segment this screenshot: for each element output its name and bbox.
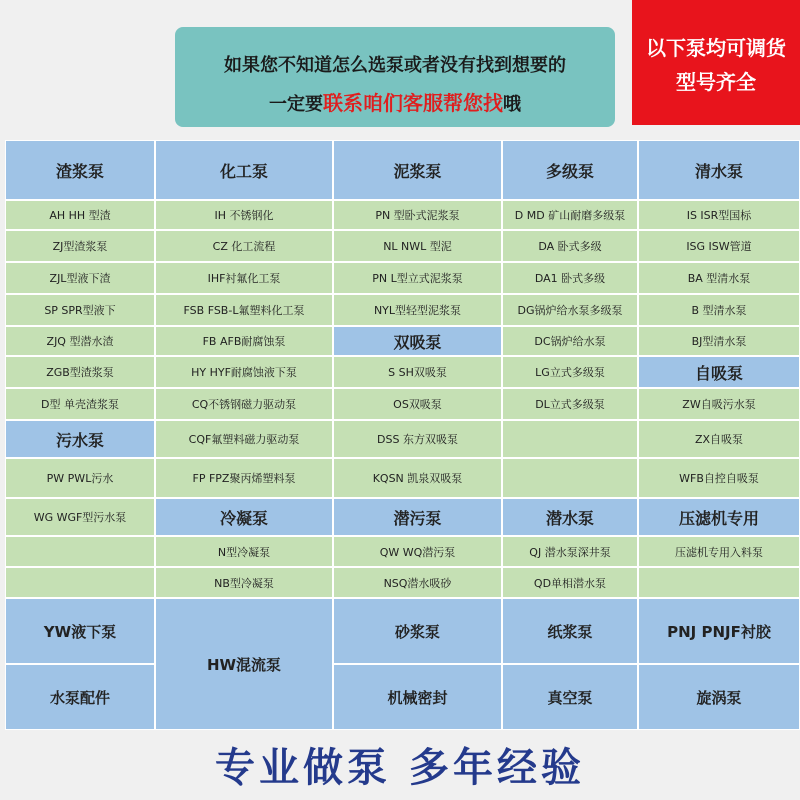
list-item: ISG ISW管道: [638, 230, 800, 262]
empty-cell: [638, 567, 800, 598]
category-hw-pump: HW混流泵: [155, 598, 333, 730]
list-item: PN 型卧式泥浆泵: [333, 200, 502, 230]
list-item: DSS 东方双吸泵: [333, 420, 502, 458]
list-item: ZGB型渣浆泵: [5, 356, 155, 388]
list-item: FSB FSB-L氟塑料化工泵: [155, 294, 333, 326]
banner-line-1: 如果您不知道怎么选泵或者没有找到想要的: [224, 55, 566, 76]
empty-cell: [502, 420, 638, 458]
header-area: [0, 0, 800, 140]
list-item: QD单相潜水泵: [502, 567, 638, 598]
header-chemical-pump: 化工泵: [155, 140, 333, 200]
list-item: DL立式多级泵: [502, 388, 638, 420]
list-item: FB AFB耐腐蚀泵: [155, 326, 333, 356]
list-item: NSQ潜水吸砂: [333, 567, 502, 598]
list-item: NL NWL 型泥: [333, 230, 502, 262]
list-item: CQF氟塑料磁力驱动泵: [155, 420, 333, 458]
header-filter-press-pump: 压滤机专用: [638, 498, 800, 536]
list-item: 压滤机专用入料泵: [638, 536, 800, 567]
list-item: ZJ型渣浆泵: [5, 230, 155, 262]
list-item: DA1 卧式多级: [502, 262, 638, 294]
list-item: HY HYF耐腐蚀液下泵: [155, 356, 333, 388]
list-item: N型冷凝泵: [155, 536, 333, 567]
pump-catalog-table: [5, 140, 800, 730]
contact-banner: [175, 27, 615, 127]
empty-cell: [502, 458, 638, 498]
header-submersible-sewage-pump: 潜污泵: [333, 498, 502, 536]
list-item: ZX自吸泵: [638, 420, 800, 458]
list-item: B 型清水泵: [638, 294, 800, 326]
badge-line-1: 以下泵均可调货: [646, 36, 786, 60]
list-item: WG WGF型污水泵: [5, 498, 155, 536]
list-item: BJ型清水泵: [638, 326, 800, 356]
category-yw-pump: YW液下泵: [5, 598, 155, 664]
list-item: CZ 化工流程: [155, 230, 333, 262]
footer-slogan: 专业做泵 多年经验: [215, 745, 585, 791]
category-pnj-pump: PNJ PNJF衬胶: [638, 598, 800, 664]
category-pump-parts: 水泵配件: [5, 664, 155, 730]
header-mud-pump: 泥浆泵: [333, 140, 502, 200]
list-item: D型 单壳渣浆泵: [5, 388, 155, 420]
header-slurry-pump: 渣浆泵: [5, 140, 155, 200]
list-item: CQ不锈钢磁力驱动泵: [155, 388, 333, 420]
header-condensate-pump: 冷凝泵: [155, 498, 333, 536]
list-item: NB型冷凝泵: [155, 567, 333, 598]
category-mechanical-seal: 机械密封: [333, 664, 502, 730]
list-item: PW PWL污水: [5, 458, 155, 498]
header-submersible-pump: 潜水泵: [502, 498, 638, 536]
header-self-priming-pump: 自吸泵: [638, 356, 800, 388]
list-item: ZJL型液下渣: [5, 262, 155, 294]
list-item: IS ISR型国标: [638, 200, 800, 230]
header-multistage-pump: 多级泵: [502, 140, 638, 200]
list-item: FP FPZ聚丙烯塑料泵: [155, 458, 333, 498]
footer: [0, 730, 800, 800]
list-item: QJ 潜水泵深井泵: [502, 536, 638, 567]
list-item: QW WQ潜污泵: [333, 536, 502, 567]
list-item: S SH双吸泵: [333, 356, 502, 388]
header-clean-water-pump: 清水泵: [638, 140, 800, 200]
list-item: AH HH 型渣: [5, 200, 155, 230]
banner-highlight: 联系咱们客服帮您找: [323, 91, 503, 115]
header-double-suction-pump: 双吸泵: [333, 326, 502, 356]
list-item: PN L型立式泥浆泵: [333, 262, 502, 294]
banner-prefix: 一定要: [269, 94, 323, 115]
banner-suffix: 哦: [503, 94, 521, 115]
list-item: D MD 矿山耐磨多级泵: [502, 200, 638, 230]
category-vacuum-pump: 真空泵: [502, 664, 638, 730]
list-item: WFB自控自吸泵: [638, 458, 800, 498]
list-item: DC锅炉给水泵: [502, 326, 638, 356]
category-mortar-pump: 砂浆泵: [333, 598, 502, 664]
list-item: IH 不锈钢化: [155, 200, 333, 230]
empty-cell: [5, 536, 155, 567]
list-item: BA 型清水泵: [638, 262, 800, 294]
list-item: DA 卧式多级: [502, 230, 638, 262]
list-item: KQSN 凯泉双吸泵: [333, 458, 502, 498]
list-item: DG锅炉给水泵多级泵: [502, 294, 638, 326]
category-paper-pump: 纸浆泵: [502, 598, 638, 664]
list-item: LG立式多级泵: [502, 356, 638, 388]
category-vortex-pump: 旋涡泵: [638, 664, 800, 730]
list-item: IHF衬氟化工泵: [155, 262, 333, 294]
banner-line-2: [175, 87, 615, 116]
stock-badge: [632, 0, 800, 125]
badge-line-2: 型号齐全: [676, 70, 756, 94]
list-item: NYL型轻型泥浆泵: [333, 294, 502, 326]
header-sewage-pump: 污水泵: [5, 420, 155, 458]
list-item: OS双吸泵: [333, 388, 502, 420]
list-item: SP SPR型液下: [5, 294, 155, 326]
empty-cell: [5, 567, 155, 598]
list-item: ZW自吸污水泵: [638, 388, 800, 420]
list-item: ZJQ 型潜水渣: [5, 326, 155, 356]
